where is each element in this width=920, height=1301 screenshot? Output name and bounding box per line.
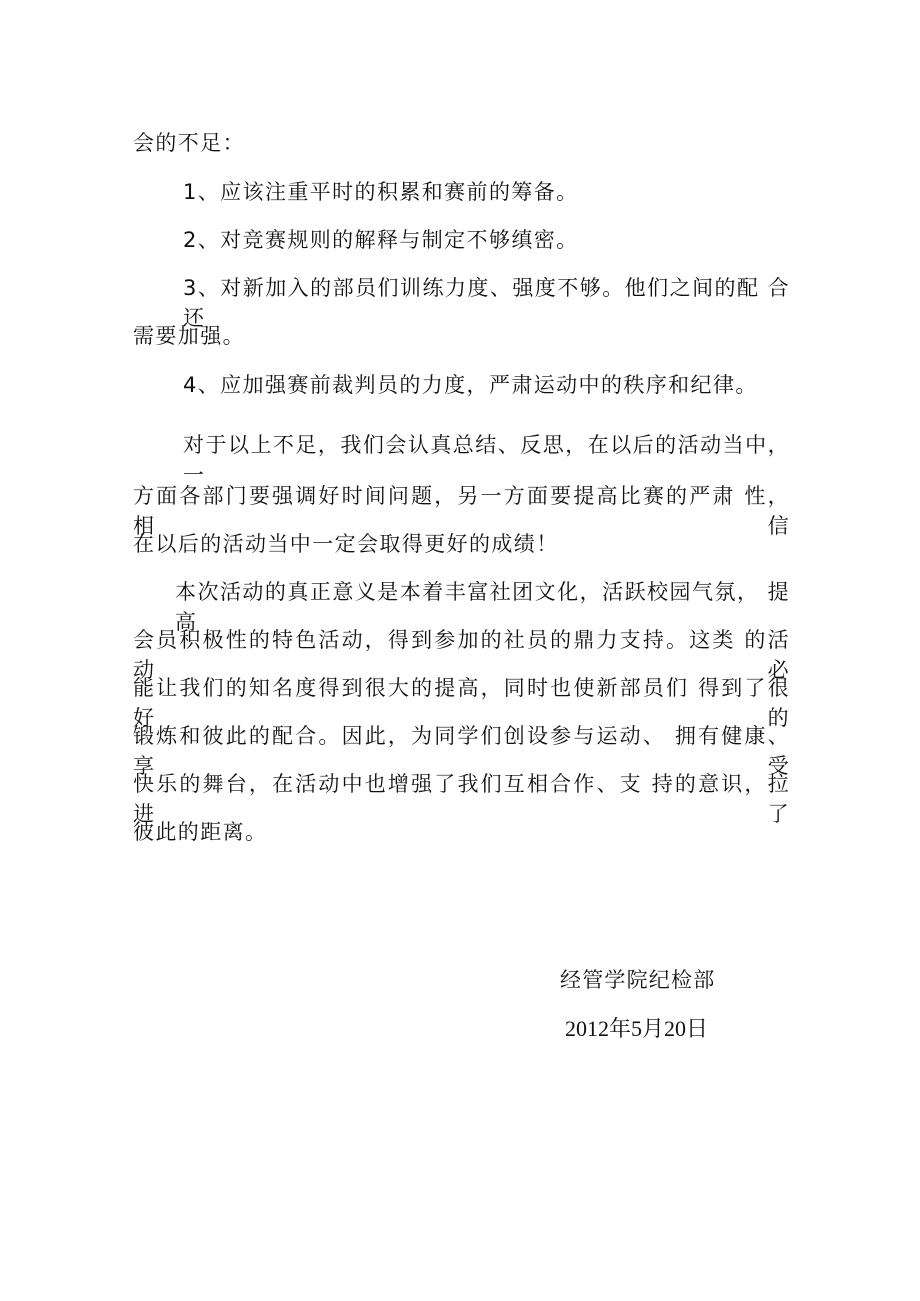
paragraph-1-line-3: 在以后的活动当中一定会取得更好的成绩！	[133, 532, 559, 556]
paragraph-2-line-3: 能让我们的知名度得到很大的提高，同时也使新部员们 得到了很好的	[133, 676, 790, 730]
paragraph-1-line-1: 对于以上不足，我们会认真总结、反思，在以后的活动当中， 一	[183, 433, 790, 487]
list-item-4: 4、应加强赛前裁判员的力度，严肃运动中的秩序和纪律。	[183, 373, 758, 397]
list-item-2: 2、对竞赛规则的解释与制定不够缜密。	[183, 228, 579, 252]
signature-organization: 经管学院纪检部	[560, 968, 716, 992]
paragraph-1-line-2: 方面各部门要强调好时间问题，另一方面要提高比赛的严肃 性，相信	[133, 484, 790, 538]
paragraph-2-line-1: 本次活动的真正意义是本着丰富社团文化，活跃校园气氛， 提高	[175, 580, 790, 634]
list-item-1: 1、应该注重平时的积累和赛前的筹备。	[183, 180, 579, 204]
signature-date: 2012年5月20日	[565, 1016, 709, 1041]
list-item-3: 3、对新加入的部员们训练力度、强度不够。他们之间的配 合还	[183, 276, 790, 330]
list-item-3-continuation: 需要加强。	[133, 324, 245, 348]
continuation-line: 会的不足：	[133, 131, 245, 155]
paragraph-2-line-4: 锻炼和彼此的配合。因此，为同学们创设参与运动、 拥有健康、享受	[133, 724, 790, 778]
paragraph-2-line-2: 会员积极性的特色活动，得到参加的社员的鼎力支持。这类 的活动必	[133, 628, 790, 682]
paragraph-2-line-5: 快乐的舞台，在活动中也增强了我们互相合作、支 持的意识，拉进了	[133, 772, 790, 826]
paragraph-2-line-6: 彼此的距离。	[133, 820, 268, 844]
